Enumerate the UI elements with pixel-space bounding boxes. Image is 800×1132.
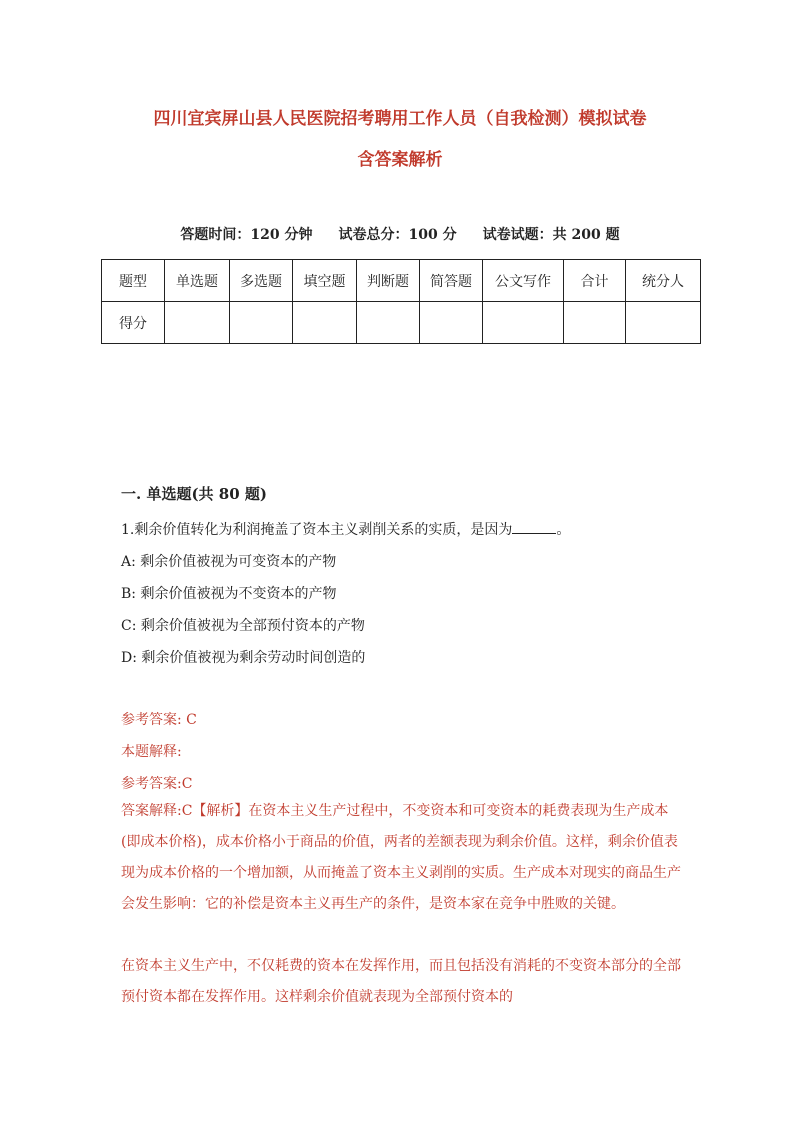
option-c: C: 剩余价值被视为全部预付资本的产物 <box>121 618 365 634</box>
score-cell <box>420 302 483 344</box>
question-stem-text: 1.剩余价值转化为利润掩盖了资本主义剥削关系的实质，是因为 <box>121 522 513 538</box>
score-table <box>101 259 701 344</box>
question-stem-end: 。 <box>556 522 571 538</box>
table-header-cell: 单选题 <box>165 260 230 302</box>
exam-question-count: 试卷试题：共 200 题 <box>482 227 620 243</box>
explanation-paragraph-2: 在资本主义生产中，不仅耗费的资本在发挥作用，而且包括没有消耗的不变资本部分的全部预付资本都在发挥作用。这样剩余价值就表现为全部预付资本的 <box>121 958 681 1005</box>
option-b: B: 剩余价值被视为不变资本的产物 <box>121 586 337 602</box>
score-table-header-row <box>102 260 701 302</box>
explanation-label: 本题解释: <box>121 744 182 760</box>
score-cell <box>626 302 701 344</box>
score-cell <box>483 302 564 344</box>
exam-time: 答题时间：120 分钟 <box>180 227 313 243</box>
score-cell <box>564 302 626 344</box>
table-header-cell: 判断题 <box>357 260 420 302</box>
reference-answer: 参考答案: C <box>121 712 197 728</box>
score-cell <box>293 302 357 344</box>
table-header-cell: 填空题 <box>293 260 357 302</box>
score-cell <box>230 302 293 344</box>
document-title-line-1: 四川宜宾屏山县人民医院招考聘用工作人员（自我检测）模拟试卷 <box>153 109 647 129</box>
score-row-label: 得分 <box>102 302 165 344</box>
table-header-cell: 公文写作 <box>483 260 564 302</box>
option-a: A: 剩余价值被视为可变资本的产物 <box>121 554 337 570</box>
table-header-cell: 合计 <box>564 260 626 302</box>
table-header-cell: 统分人 <box>626 260 701 302</box>
reference-answer-repeat: 参考答案:C <box>121 776 193 792</box>
answer-blank <box>512 521 556 534</box>
table-header-cell: 题型 <box>102 260 165 302</box>
score-cell <box>165 302 230 344</box>
explanation-paragraph-1: 答案解释:C【解析】在资本主义生产过程中，不变资本和可变资本的耗费表现为生产成本(即成本价格)，成本价格小于商品的价值，两者的差额表现为剩余价值。这样，剩余价值表现为成本价格的一个增加额，从而掩盖了资本主义剥削的实质。生产成本对现实的商品生产会发生影响：它的补偿是资本主义再生产的条件，是资本家在竞争中胜败的关键。 <box>121 803 681 912</box>
score-table-score-row <box>102 302 701 344</box>
question-stem <box>121 519 570 539</box>
exam-info <box>0 224 800 244</box>
option-d: D: 剩余价值被视为剩余劳动时间创造的 <box>121 650 366 666</box>
score-cell <box>357 302 420 344</box>
section-heading: 一. 单选题(共 80 题) <box>121 485 267 503</box>
table-header-cell: 多选题 <box>230 260 293 302</box>
document-title-line-2: 含答案解析 <box>357 150 443 170</box>
exam-total-score: 试卷总分：100 分 <box>338 227 457 243</box>
table-header-cell: 简答题 <box>420 260 483 302</box>
